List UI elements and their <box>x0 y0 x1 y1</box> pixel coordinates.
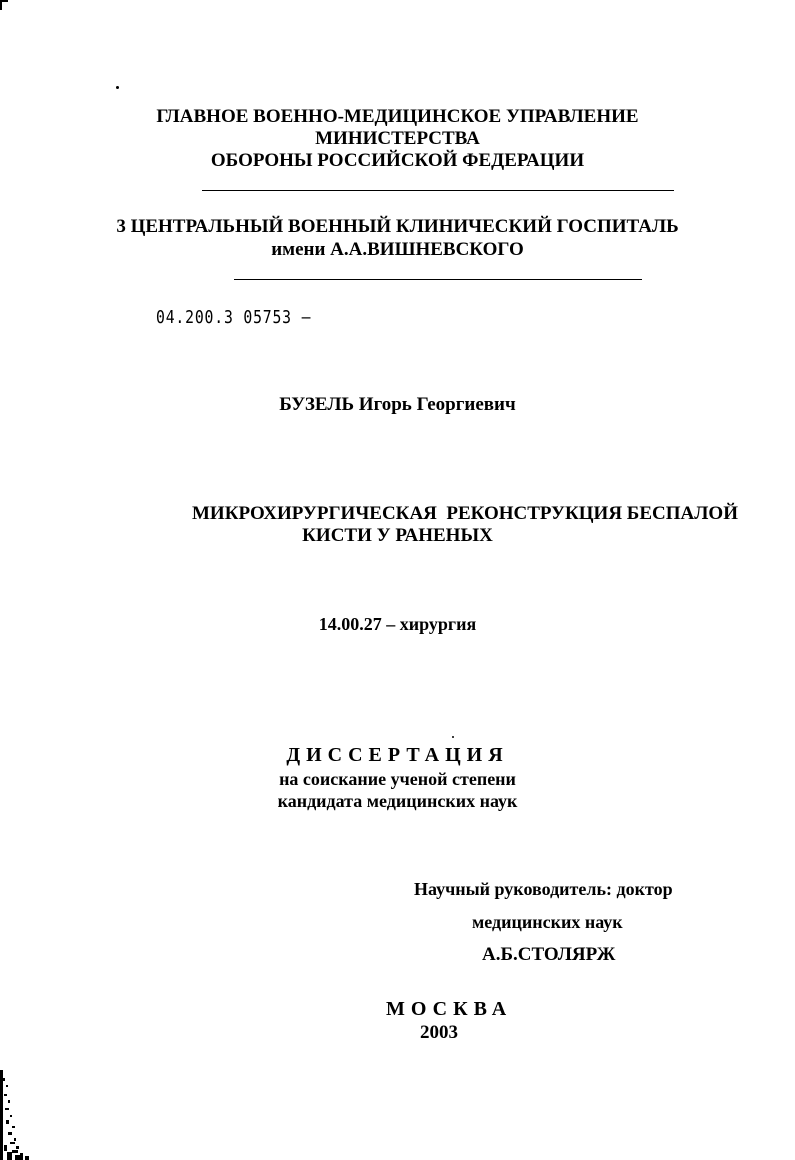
year: 2003 <box>420 1022 458 1043</box>
ministry-line-2: МИНИСТЕРСТВА <box>315 128 480 149</box>
stamp-number: 04.200.3 05753 <box>156 307 292 328</box>
degree-line-1: на соискание ученой степени <box>279 769 516 789</box>
scan-speck <box>116 86 119 89</box>
specialty-code: 14.00.27 – хирургия <box>318 614 477 634</box>
thesis-title-line-2: КИСТИ У РАНЕНЫХ <box>302 525 493 546</box>
ministry-line-1: ГЛАВНОЕ ВОЕННО-МЕДИЦИНСКОЕ УПРАВЛЕНИЕ <box>156 106 639 127</box>
author-name: БУЗЕЛЬ Игорь Георгиевич <box>279 394 516 415</box>
hospital-name: 3 ЦЕНТРАЛЬНЫЙ ВОЕННЫЙ КЛИНИЧЕСКИЙ ГОСПИТАЛЬ <box>116 216 679 237</box>
scan-edge-noise <box>0 1060 40 1160</box>
scan-speck <box>452 736 454 738</box>
registration-stamp <box>156 307 311 328</box>
hospital-named-after: имени А.А.ВИШНЕВСКОГО <box>271 239 524 260</box>
document-type-heading: ДИССЕРТАЦИЯ <box>286 744 509 766</box>
institution-divider <box>234 279 642 280</box>
scan-corner-mark <box>0 0 12 12</box>
ministry-line-3: ОБОРОНЫ РОССИЙСКОЙ ФЕДЕРАЦИИ <box>210 150 585 171</box>
supervisor-name: А.Б.СТОЛЯРЖ <box>482 944 616 965</box>
header-divider <box>202 190 674 191</box>
stamp-mark: ‒ <box>291 307 312 328</box>
supervisor-title: Научный руководитель: доктор <box>414 879 673 899</box>
city: МОСКВА <box>386 998 513 1020</box>
thesis-title-line-1: МИКРОХИРУРГИЧЕСКАЯ РЕКОНСТРУКЦИЯ БЕСПАЛОЙ <box>192 503 738 524</box>
supervisor-degree: медицинских наук <box>472 912 623 932</box>
degree-line-2: кандидата медицинских наук <box>277 791 518 811</box>
